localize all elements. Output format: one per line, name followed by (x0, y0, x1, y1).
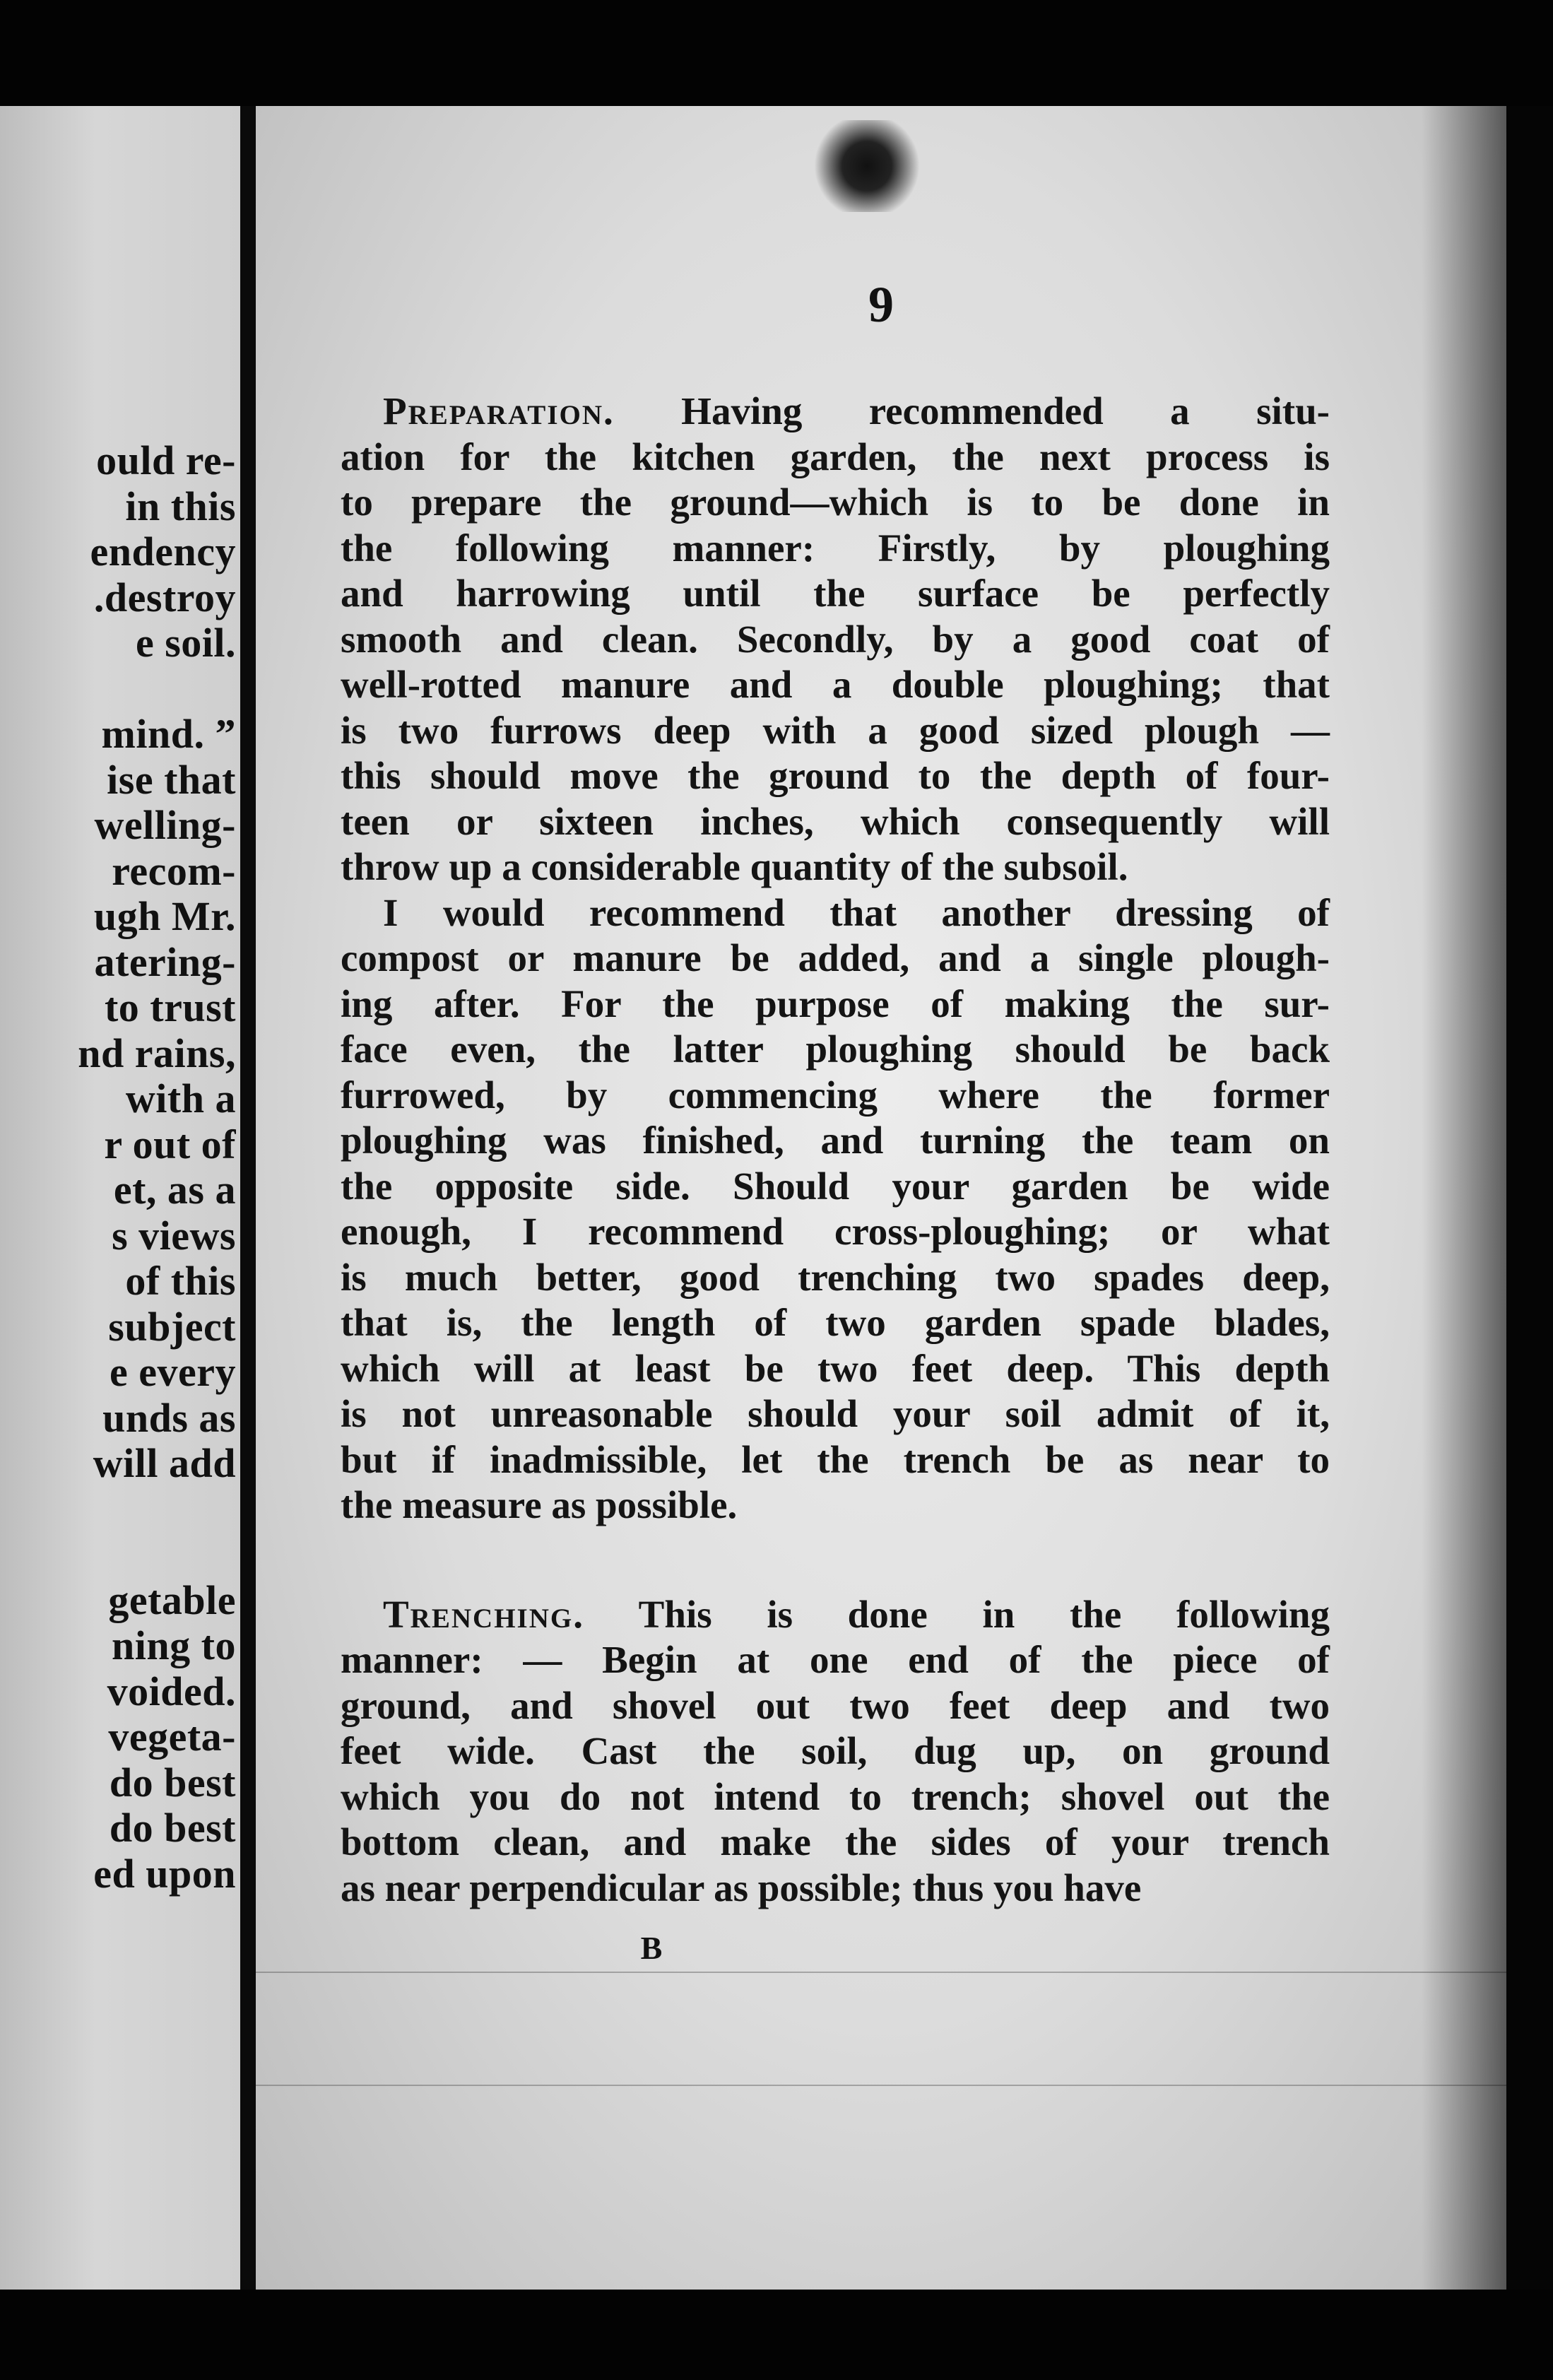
paragraph-dressing (341, 890, 1330, 1528)
previous-page-line: ugh Mr. (93, 893, 236, 939)
scanner-frame-bottom (0, 2290, 1553, 2380)
text-line: compost or manure be added, and a single plough- (341, 936, 1330, 979)
book-page (256, 106, 1506, 2290)
text-line (341, 1592, 1330, 1638)
previous-page-line: vegeta- (108, 1714, 236, 1760)
scan-line (256, 1972, 1506, 1973)
text-line: furrowed, by commencing where the former (341, 1073, 1330, 1117)
text-line: which will at least be two feet deep. This depth (341, 1346, 1330, 1390)
previous-page-line (0, 1487, 236, 1533)
previous-page-line (0, 1532, 236, 1578)
previous-page-line: getable (108, 1577, 236, 1623)
text-line: ation for the kitchen garden, the next process is (341, 435, 1330, 478)
text-line: ploughing was finished, and turning the team on (341, 1119, 1330, 1162)
scanner-frame-top (0, 0, 1553, 106)
previous-page-line: with a (125, 1076, 236, 1121)
page-edge-shadow (1422, 106, 1506, 2290)
text-line: is not unreasonable should your soil admit of it, (341, 1392, 1330, 1435)
previous-page-line: subject (108, 1303, 236, 1350)
page-number: 9 (868, 276, 894, 333)
text-line: bottom clean, and make the sides of your trench (341, 1820, 1330, 1863)
text-line: feet wide. Cast the soil, dug up, on ground (341, 1729, 1330, 1772)
previous-page-line: .destroy (93, 574, 236, 620)
text-line: enough, I recommend cross-ploughing; or what (341, 1210, 1330, 1253)
previous-page-line: endency (90, 529, 236, 575)
text-line: smooth and clean. Secondly, by a good coat of (341, 617, 1330, 661)
paragraph-preparation (341, 389, 1330, 890)
text-line: but if inadmissible, let the trench be as near to (341, 1437, 1330, 1481)
section-heading: Preparation. (383, 389, 615, 432)
previous-page-line: et, as a (113, 1167, 236, 1213)
previous-page-line: voided. (107, 1668, 236, 1714)
text-line: as near perpendicular as possible; thus you have (341, 1866, 1142, 1909)
paragraph-trenching (341, 1592, 1330, 1911)
text-line: face even, the latter ploughing should be back (341, 1027, 1330, 1071)
previous-page-line: e soil. (135, 620, 236, 666)
previous-page-line: to trust (104, 984, 236, 1030)
text-line: teen or sixteen inches, which consequently will (341, 799, 1330, 843)
ink-stain (814, 120, 920, 212)
previous-page-line: ed upon (93, 1850, 236, 1897)
previous-page-text (0, 438, 236, 1897)
text-line: well-rotted manure and a double ploughing; that (341, 663, 1330, 706)
text-line-content: This is done in the following (584, 1592, 1330, 1636)
previous-page-line: mind. ” (101, 711, 236, 757)
previous-page-fragment (0, 106, 240, 2290)
previous-page-line: atering- (94, 938, 236, 985)
text-line: the following manner: Firstly, by ploughing (341, 526, 1330, 570)
text-line: I would recommend that another dressing of (383, 890, 1330, 934)
text-line-content: Having recommended a situ- (614, 389, 1330, 432)
previous-page-line (0, 666, 236, 712)
text-line: is two furrows deep with a good sized plough — (341, 708, 1330, 752)
previous-page-line: ise that (107, 756, 236, 803)
section-heading: Trenching. (383, 1592, 584, 1636)
text-line: this should move the ground to the depth of four- (341, 754, 1330, 797)
previous-page-line: s views (112, 1212, 236, 1259)
previous-page-line: nd rains, (78, 1030, 236, 1076)
previous-page-line: do best (109, 1759, 236, 1805)
scan-line (256, 2085, 1506, 2086)
text-line: throw up a considerable quantity of the subsoil. (341, 845, 1128, 888)
previous-page-line: unds as (102, 1394, 236, 1441)
previous-page-line: ning to (112, 1622, 236, 1668)
page-gutter (240, 106, 256, 2290)
previous-page-line: do best (109, 1805, 236, 1851)
text-line (341, 389, 1330, 435)
text-line: is much better, good trenching two spades deep, (341, 1255, 1330, 1299)
text-line: manner: — Begin at one end of the piece of (341, 1638, 1330, 1681)
previous-page-line: e every (110, 1349, 236, 1395)
text-line: ground, and shovel out two feet deep and two (341, 1683, 1330, 1727)
previous-page-line: ould re- (96, 437, 236, 483)
text-line: the measure as possible. (341, 1483, 738, 1526)
page-body (341, 389, 1330, 1911)
previous-page-line: of this (125, 1258, 236, 1304)
text-line: ing after. For the purpose of making the sur- (341, 982, 1330, 1025)
text-line: that is, the length of two garden spade blades, (341, 1301, 1330, 1344)
previous-page-line: in this (125, 483, 236, 529)
text-line: to prepare the ground—which is to be done in (341, 481, 1330, 524)
previous-page-line: r out of (104, 1121, 236, 1167)
previous-page-line: recom- (112, 847, 236, 894)
previous-page-line: will add (93, 1440, 236, 1486)
text-line: and harrowing until the surface be perfectly (341, 572, 1330, 615)
text-line: which you do not intend to trench; shovel out the (341, 1774, 1330, 1818)
previous-page-line: welling- (94, 802, 236, 848)
signature-mark: B (640, 1930, 663, 1966)
text-line: the opposite side. Should your garden be wide (341, 1164, 1330, 1208)
